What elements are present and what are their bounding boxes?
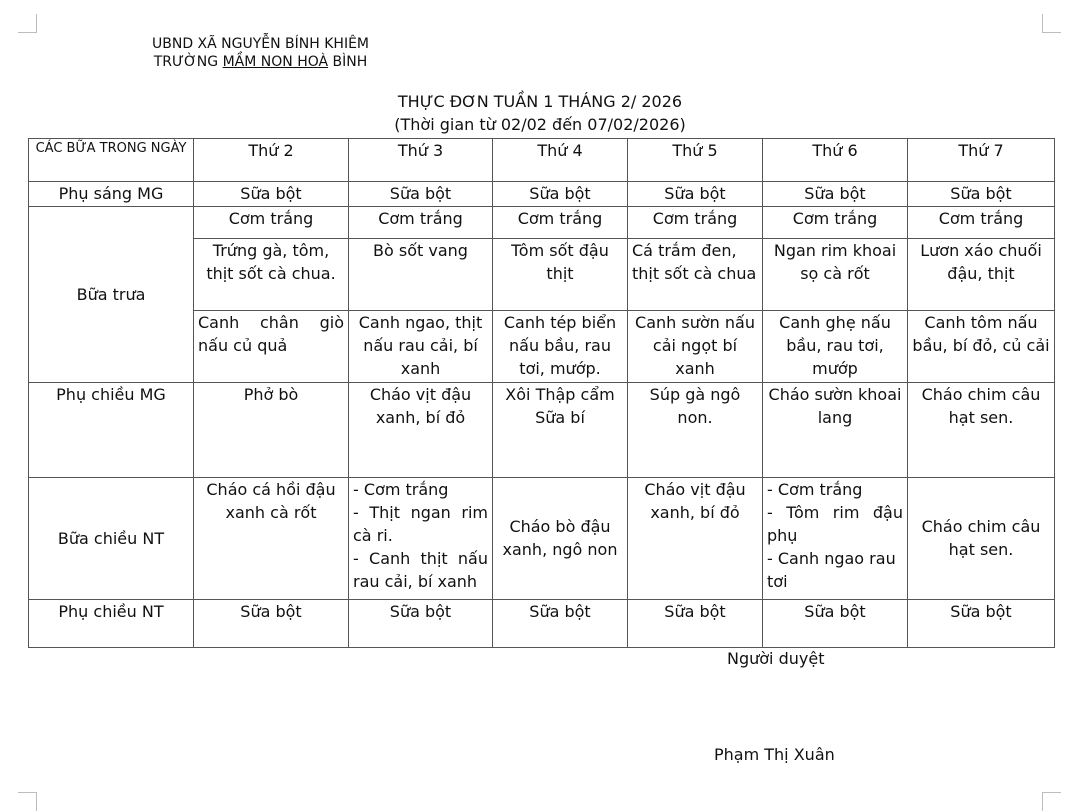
table-cell: Canh tép biển nấu bầu, rau tơi, mướp. [493,311,628,383]
corner-mark-bottom-right [1042,792,1061,811]
table-cell: Trứng gà, tôm, thịt sốt cà chua. [194,239,349,311]
table-cell: Cơm trắng [628,207,763,239]
table-cell: Sữa bột [349,599,493,647]
table-cell: Bò sốt vang [349,239,493,311]
day-header-thu-3: Thứ 3 [349,139,493,182]
row-label-phu-chieu-mg: Phụ chiều MG [29,383,194,477]
org-line-2 [152,53,369,71]
corner-mark-top-right [1042,14,1061,33]
table-cell: Canh tôm nấu bầu, bí đỏ, củ cải [908,311,1055,383]
table-row-bua-trua-rice [29,207,1055,239]
approver-name: Phạm Thị Xuân [714,745,835,764]
table-cell: Sữa bột [628,182,763,207]
table-row-phu-sang [29,182,1055,207]
table-cell: Sữa bột [908,182,1055,207]
table-cell: Sữa bột [493,599,628,647]
table-cell: Tôm sốt đậu thịt [493,239,628,311]
row-label-phu-chieu-nt: Phụ chiều NT [29,599,194,647]
table-cell: Cơm trắng [349,207,493,239]
table-cell [763,477,908,599]
table-cell: Cháo sườn khoai lang [763,383,908,477]
org-line-2-underlined: MẦM NON HOÀ [222,54,329,70]
day-header-thu-2: Thứ 2 [194,139,349,182]
table-cell: Sữa bột [763,182,908,207]
table-cell: Cháo cá hồi đậu xanh cà rốt [194,477,349,599]
table-cell: Cháo vịt đậu xanh, bí đỏ [349,383,493,477]
cell-line: - Canh thịt nấu rau cải, bí xanh [353,548,488,591]
org-line-1: UBND XÃ NGUYỄN BÍNH KHIÊM [152,36,370,52]
row-label-phu-sang: Phụ sáng MG [29,182,194,207]
table-cell: Sữa bột [628,599,763,647]
table-cell: Sữa bột [349,182,493,207]
org-line-2-suffix: BÌNH [328,54,368,70]
table-cell: Cá trắm đen, thịt sốt cà chua [628,239,763,311]
cell-line: - Cơm trắng [767,479,863,499]
table-cell: Ngan rim khoai sọ cà rốt [763,239,908,311]
table-cell: Cháo chim câu hạt sen. [908,477,1055,599]
day-header-thu-6: Thứ 6 [763,139,908,182]
menu-title: THỰC ĐƠN TUẦN 1 THÁNG 2/ 2026 [397,92,683,111]
menu-period: (Thời gian từ 02/02 đến 07/02/2026) [394,115,686,134]
day-header-thu-7: Thứ 7 [908,139,1055,182]
cell-line: - Cơm trắng [353,479,449,499]
cell-line: - Thịt ngan rim cà ri. [353,502,488,545]
weekly-menu-table [28,138,1055,648]
meals-column-header: CÁC BỮA TRONG NGÀY [29,139,194,182]
corner-mark-top-left [18,14,37,33]
cell-line: Sữa bí [535,408,585,428]
table-cell: Cơm trắng [194,207,349,239]
cell-line: - Canh ngao rau tơi [767,548,896,591]
table-cell: Canh ghẹ nấu bầu, rau tơi, mướp [763,311,908,383]
table-row-bua-chieu-nt [29,477,1055,599]
table-cell: Cháo bò đậu xanh, ngô non [493,477,628,599]
table-cell: Cơm trắng [493,207,628,239]
day-header-thu-4: Thứ 4 [493,139,628,182]
table-cell: Canh ngao, thịt nấu rau cải, bí xanh [349,311,493,383]
table-cell: Sữa bột [493,182,628,207]
table-row-phu-chieu-nt [29,599,1055,647]
table-cell: Canh sườn nấu cải ngọt bí xanh [628,311,763,383]
cell-line: - Tôm rim đậu phụ [767,502,903,545]
organization-header [152,35,369,71]
corner-mark-bottom-left [18,792,37,811]
table-cell: Canh chân giò nấu củ quả [194,311,349,383]
table-cell: Cơm trắng [908,207,1055,239]
table-cell: Cháo vịt đậu xanh, bí đỏ [628,477,763,599]
table-cell: Súp gà ngô non. [628,383,763,477]
table-cell: Sữa bột [763,599,908,647]
table-cell: Cơm trắng [763,207,908,239]
table-cell [349,477,493,599]
table-header-row [29,139,1055,182]
table-cell: Sữa bột [194,599,349,647]
row-label-bua-trua: Bữa trưa [29,207,194,383]
row-label-bua-chieu-nt: Bữa chiều NT [29,477,194,599]
table-cell: Sữa bột [908,599,1055,647]
table-cell: Sữa bột [194,182,349,207]
table-cell: Cháo chim câu hạt sen. [908,383,1055,477]
approver-label: Người duyệt [727,649,825,668]
day-header-thu-5: Thứ 5 [628,139,763,182]
table-cell [493,383,628,477]
table-cell: Lươn xáo chuối đậu, thịt [908,239,1055,311]
table-row-phu-chieu-mg [29,383,1055,477]
org-line-2-prefix: TRƯỜNG [153,54,223,70]
table-cell: Phở bò [194,383,349,477]
cell-line: Xôi Thập cẩm [505,385,615,405]
